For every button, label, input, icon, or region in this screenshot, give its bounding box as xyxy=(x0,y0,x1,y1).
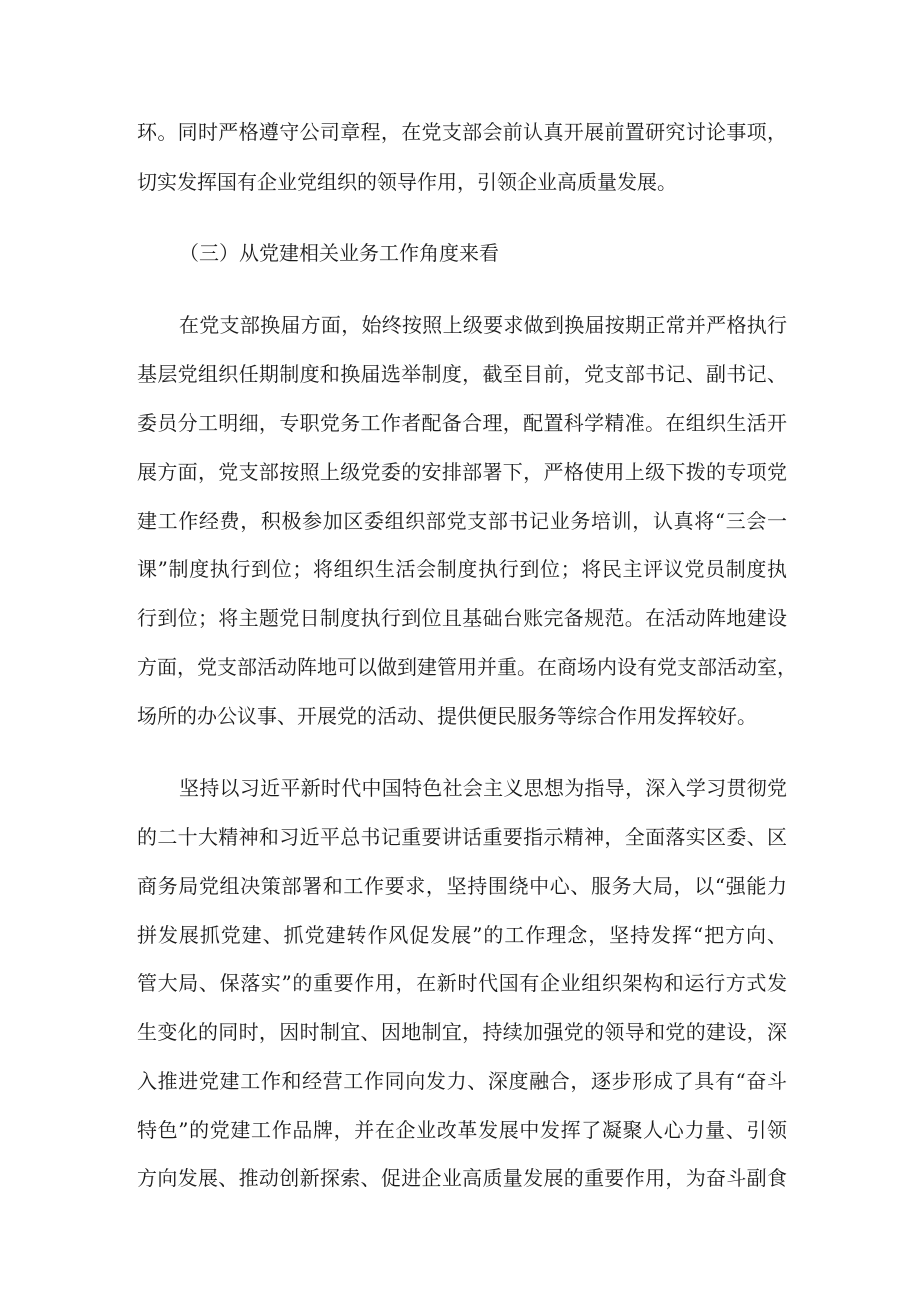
paragraph-line: 的二十大精神和习近平总书记重要讲话重要指示精神，全面落实区委、区 xyxy=(137,825,787,849)
paragraph-line: 基层党组织任期制度和换届选举制度，截至目前，党支部书记、副书记、 xyxy=(137,362,787,386)
paragraph-line: 方面，党支部活动阵地可以做到建管用并重。在商场内设有党支部活动室， xyxy=(137,655,797,679)
paragraph-line: 展方面，党支部按照上级党委的安排部署下，严格使用上级下拨的专项党 xyxy=(137,460,787,484)
paragraph-line: 管大局、保落实”的重要作用，在新时代国有企业组织架构和运行方式发 xyxy=(137,971,787,995)
paragraph-line: 方向发展、推动创新探索、促进企业高质量发展的重要作用，为奋斗副食 xyxy=(137,1166,787,1190)
paragraph-line: 行到位；将主题党日制度执行到位且基础台账完备规范。在活动阵地建设 xyxy=(137,606,787,630)
paragraph-line: 委员分工明细，专职党务工作者配备合理，配置科学精准。在组织生活开 xyxy=(137,411,787,435)
paragraph-line: 建工作经费，积极参加区委组织部党支部书记业务培训，认真将“三会一 xyxy=(137,509,787,533)
paragraph-line: 特色”的党建工作品牌，并在企业改革发展中发挥了凝聚人心力量、引领 xyxy=(137,1118,787,1142)
paragraph-line: 入推进党建工作和经营工作同向发力、深度融合，逐步形成了具有“奋斗 xyxy=(137,1069,787,1093)
paragraph-line: 环。同时严格遵守公司章程，在党支部会前认真开展前置研究讨论事项， xyxy=(137,120,787,144)
paragraph-line: 坚持以习近平新时代中国特色社会主义思想为指导，深入学习贯彻党 xyxy=(179,776,787,800)
paragraph-line: 课”制度执行到位；将组织生活会制度执行到位；将民主评议党员制度执 xyxy=(137,557,787,581)
paragraph-line: 在党支部换届方面，始终按照上级要求做到换届按期正常并严格执行 xyxy=(179,313,787,337)
section-heading: （三）从党建相关业务工作角度来看 xyxy=(179,241,499,265)
paragraph-line: 场所的办公议事、开展党的活动、提供便民服务等综合作用发挥较好。 xyxy=(137,704,757,728)
paragraph-line: 拼发展抓党建、抓党建转作风促发展”的工作理念，坚持发挥“把方向、 xyxy=(137,923,787,947)
paragraph-line: 生变化的同时，因时制宜、因地制宜，持续加强党的领导和党的建设，深 xyxy=(137,1020,787,1044)
paragraph-line: 切实发挥国有企业党组织的领导作用，引领企业高质量发展。 xyxy=(137,170,677,194)
paragraph-line: 商务局党组决策部署和工作要求，坚持围绕中心、服务大局，以“强能力 xyxy=(137,874,787,898)
